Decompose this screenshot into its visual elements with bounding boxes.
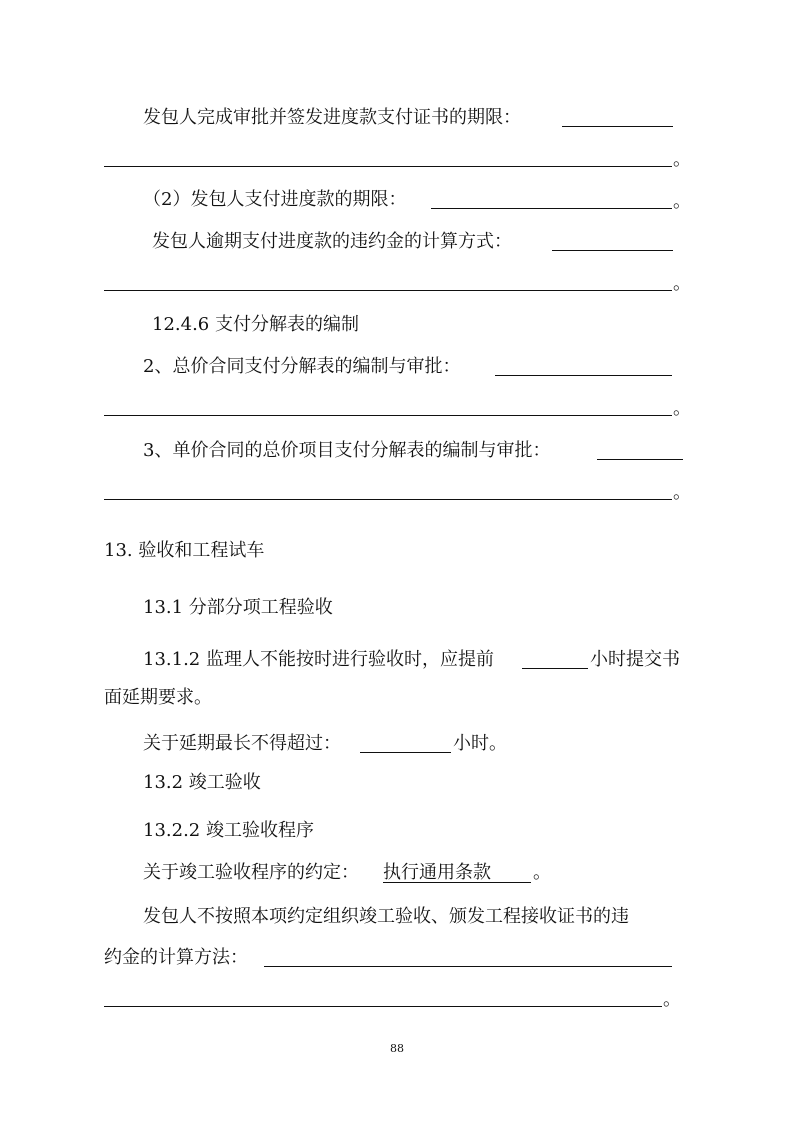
unit-price-schedule-label: 3、单价合同的总价项目支付分解表的编制与审批： — [143, 440, 551, 461]
section-13-2-heading: 13.2 竣工验收 — [143, 772, 261, 793]
unit-price-schedule-blank-cont[interactable] — [104, 499, 672, 500]
completion-approval-deadline-blank[interactable] — [562, 126, 673, 127]
penalty-clause-label: 发包人不按照本项约定组织竣工验收、颁发工程接收证书的违 — [143, 906, 629, 927]
penalty-calc-method-blank-cont[interactable] — [104, 1006, 662, 1007]
progress-payment-deadline-blank[interactable] — [431, 208, 672, 209]
advance-notice-hours-blank[interactable] — [522, 668, 588, 669]
late-payment-penalty-label: 发包人逾期支付进度款的违约金的计算方式： — [152, 231, 512, 252]
page-number: 88 — [390, 1042, 404, 1055]
period: 。 — [673, 398, 691, 419]
acceptance-procedure-label: 关于竣工验收程序的约定： — [143, 862, 359, 883]
period: 。 — [673, 149, 691, 170]
max-delay-unit: 小时。 — [453, 733, 507, 754]
period: 。 — [673, 482, 691, 503]
penalty-calc-method-blank[interactable] — [264, 966, 672, 967]
section-12-4-6-heading: 12.4.6 支付分解表的编制 — [152, 314, 359, 335]
max-delay-label: 关于延期最长不得超过： — [143, 733, 341, 754]
period: 。 — [663, 989, 681, 1010]
completion-approval-deadline-blank-cont[interactable] — [104, 166, 672, 167]
acceptance-procedure-underline — [383, 882, 531, 883]
inspection-delay-label: 13.1.2 监理人不能按时进行验收时，应提前 — [143, 649, 494, 670]
late-payment-penalty-blank[interactable] — [552, 250, 673, 251]
inspection-delay-label-end: 小时提交书 — [590, 649, 680, 670]
acceptance-procedure-value[interactable]: 执行通用条款 — [383, 862, 491, 883]
lump-sum-schedule-blank[interactable] — [495, 375, 672, 376]
period: 。 — [533, 862, 551, 883]
section-13-1-heading: 13.1 分部分项工程验收 — [143, 597, 333, 618]
period: 。 — [673, 191, 691, 212]
lump-sum-schedule-label: 2、总价合同支付分解表的编制与审批： — [143, 356, 461, 377]
lump-sum-schedule-blank-cont[interactable] — [104, 415, 672, 416]
section-13-2-2-heading: 13.2.2 竣工验收程序 — [143, 820, 314, 841]
inspection-delay-label-cont: 面延期要求。 — [104, 687, 212, 708]
max-delay-hours-blank[interactable] — [360, 752, 451, 753]
penalty-calc-method-label: 约金的计算方法： — [104, 947, 248, 968]
period: 。 — [673, 273, 691, 294]
completion-approval-deadline-label: 发包人完成审批并签发进度款支付证书的期限： — [143, 107, 521, 128]
late-payment-penalty-blank-cont[interactable] — [104, 290, 672, 291]
section-13-heading: 13. 验收和工程试车 — [104, 540, 265, 561]
progress-payment-deadline-label: （2）发包人支付进度款的期限： — [143, 189, 407, 210]
unit-price-schedule-blank[interactable] — [597, 459, 683, 460]
